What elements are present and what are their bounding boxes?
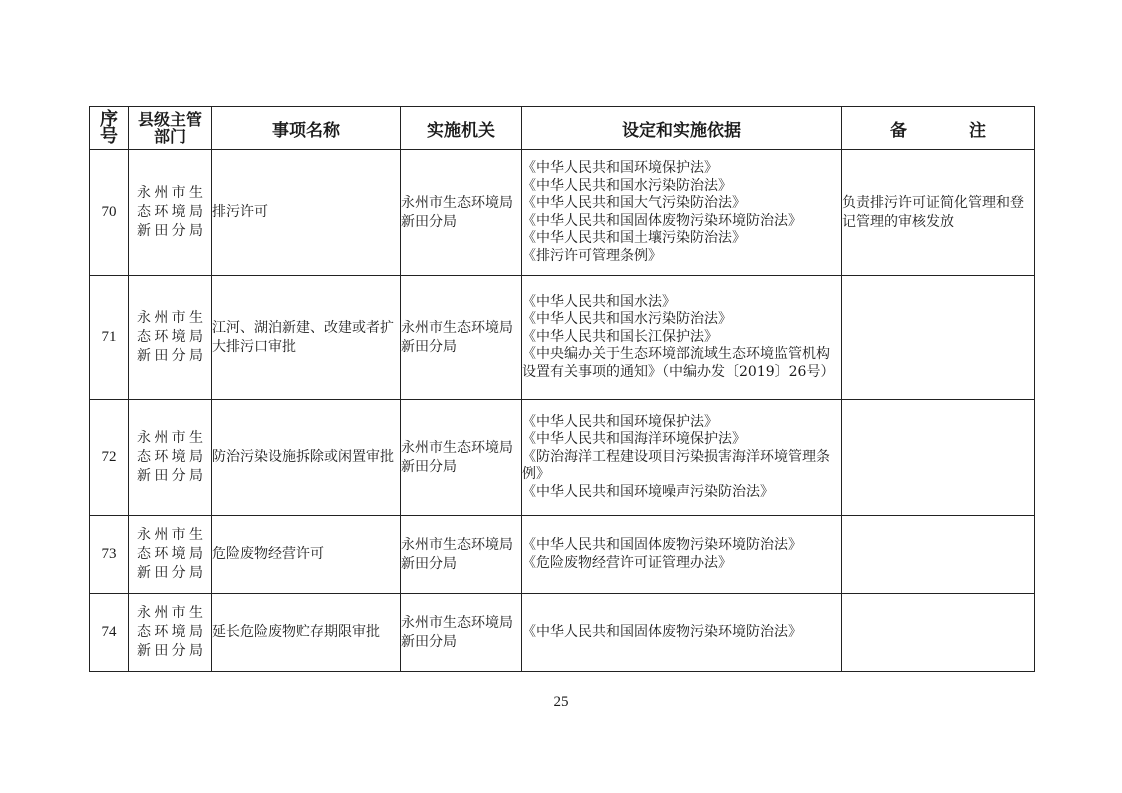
row-basis — [522, 594, 842, 672]
row-note — [842, 594, 1035, 672]
row-agency: 永州市生态环境局新田分局 — [401, 400, 522, 516]
row-note — [842, 516, 1035, 594]
row-dept-text: 永州市生态环境局新田分局 — [137, 527, 203, 581]
basis-law: 《中华人民共和国环境保护法》 — [522, 160, 718, 176]
basis-law: 《危险废物经营许可证管理办法》 — [522, 554, 732, 571]
row-dept — [129, 150, 212, 276]
row-dept — [129, 516, 212, 594]
basis-law: 《中华人民共和国固体废物污染环境防治法》 — [522, 537, 802, 553]
row-item-name: 延长危险废物贮存期限审批 — [212, 594, 401, 672]
row-note — [842, 400, 1035, 516]
row-basis — [522, 150, 842, 276]
permit-table — [89, 106, 1035, 672]
header-row — [90, 107, 1035, 150]
table-row — [90, 594, 1035, 672]
table-row — [90, 516, 1035, 594]
row-dept-text: 永州市生态环境局新田分局 — [137, 605, 203, 659]
basis-law: 《中华人民共和国大气污染防治法》 — [522, 195, 746, 211]
basis-law: 《中华人民共和国水污染防治法》 — [522, 311, 732, 328]
header-item: 事项名称 — [212, 107, 401, 150]
header-agency: 实施机关 — [401, 107, 522, 150]
table-row — [90, 150, 1035, 276]
row-agency: 永州市生态环境局新田分局 — [401, 150, 522, 276]
row-item-name: 排污许可 — [212, 150, 401, 276]
row-note: 负责排污许可证简化管理和登记管理的审核发放 — [842, 150, 1035, 276]
header-no: 序号 — [90, 107, 129, 150]
row-basis — [522, 516, 842, 594]
row-basis — [522, 400, 842, 516]
header-remark: 备 注 — [842, 107, 1035, 150]
row-dept-text: 永州市生态环境局新田分局 — [137, 185, 203, 239]
row-item-name: 危险废物经营许可 — [212, 516, 401, 594]
table-row — [90, 276, 1035, 400]
row-agency: 永州市生态环境局新田分局 — [401, 516, 522, 594]
row-dept-text: 永州市生态环境局新田分局 — [137, 430, 203, 484]
row-basis — [522, 276, 842, 400]
basis-law: 《中央编办关于生态环境部流域生态环境监管机构设置有关事项的通知》（中编办发〔2019〕26号） — [522, 346, 835, 380]
basis-law: 《中华人民共和国土壤污染防治法》 — [522, 230, 746, 246]
row-agency: 永州市生态环境局新田分局 — [401, 276, 522, 400]
table-row — [90, 400, 1035, 516]
row-dept-text: 永州市生态环境局新田分局 — [137, 310, 203, 364]
row-number: 70 — [90, 150, 129, 276]
row-dept — [129, 400, 212, 516]
basis-law: 《中华人民共和国环境保护法》 — [522, 413, 718, 430]
row-item-name: 防治污染设施拆除或闲置审批 — [212, 400, 401, 516]
row-number: 74 — [90, 594, 129, 672]
basis-law: 《防治海洋工程建设项目污染损害海洋环境管理条例》 — [522, 448, 830, 483]
basis-law: 《中华人民共和国固体废物污染环境防治法》 — [522, 212, 802, 229]
basis-law: 《中华人民共和国海洋环境保护法》 — [522, 431, 746, 448]
row-dept — [129, 594, 212, 672]
basis-law: 《中华人民共和国环境噪声污染防治法》 — [522, 483, 774, 500]
row-agency: 永州市生态环境局新田分局 — [401, 594, 522, 672]
header-basis: 设定和实施依据 — [522, 107, 842, 150]
row-number: 71 — [90, 276, 129, 400]
row-item-name: 江河、湖泊新建、改建或者扩大排污口审批 — [212, 276, 401, 400]
row-dept — [129, 276, 212, 400]
row-note — [842, 276, 1035, 400]
header-dept: 县级主管部门 — [129, 107, 212, 150]
basis-law: 《排污许可管理条例》 — [522, 247, 662, 264]
basis-law: 《中华人民共和国水法》 — [522, 293, 676, 310]
row-number: 72 — [90, 400, 129, 516]
basis-law: 《中华人民共和国水污染防治法》 — [522, 177, 732, 194]
page-number: 25 — [553, 694, 569, 710]
basis-law: 《中华人民共和国固体废物污染环境防治法》 — [522, 623, 802, 640]
basis-law: 《中华人民共和国长江保护法》 — [522, 328, 718, 345]
row-number: 73 — [90, 516, 129, 594]
